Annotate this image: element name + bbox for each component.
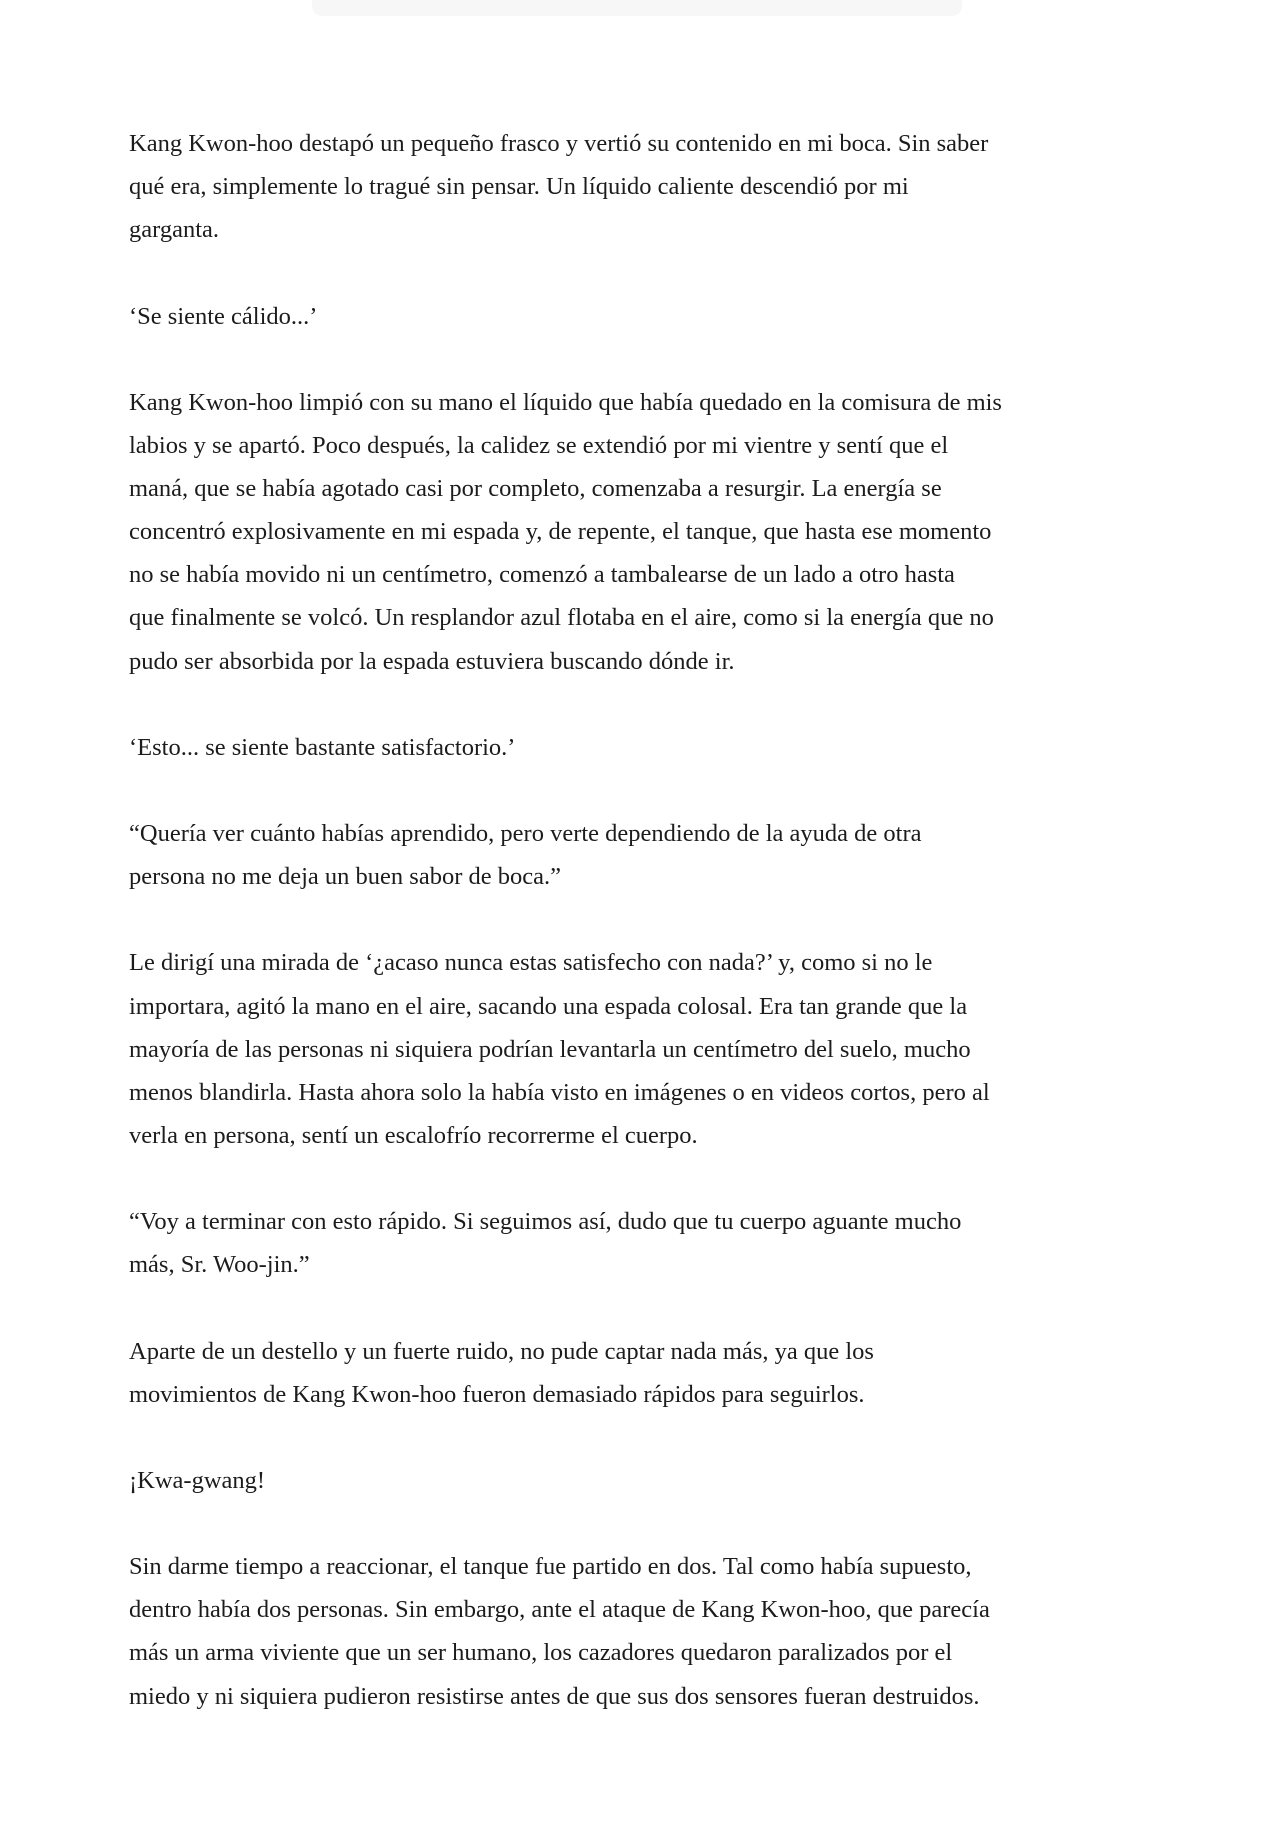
paragraph <box>129 1330 1189 1416</box>
text-line: mayoría de las personas ni siquiera podrían levantarla un centímetro del suelo, mucho <box>129 1035 971 1063</box>
text-line: que finalmente se volcó. Un resplandor azul flotaba en el aire, como si la energía que no <box>129 604 994 632</box>
paragraph-dialogue <box>129 812 1189 898</box>
text-line: Kang Kwon-hoo limpió con su mano el líquido que había quedado en la comisura de mis <box>129 388 1002 416</box>
paragraph <box>129 941 1189 1157</box>
story-text <box>129 122 1189 1718</box>
text-line: qué era, simplemente lo tragué sin pensar. Un líquido caliente descendió por mi <box>129 173 909 201</box>
text-line: garganta. <box>129 216 220 244</box>
text-line: movimientos de Kang Kwon-hoo fueron demasiado rápidos para seguirlos. <box>129 1380 865 1408</box>
text-line: dentro había dos personas. Sin embargo, ante el ataque de Kang Kwon-hoo, que parecía <box>129 1596 990 1624</box>
text-line: Kang Kwon-hoo destapó un pequeño frasco y vertió su contenido en mi boca. Sin saber <box>129 130 989 157</box>
text-line: no se había movido ni un centímetro, comenzó a tambalearse de un lado a otro hasta <box>129 561 955 589</box>
text-line: menos blandirla. Hasta ahora solo la había visto en imágenes o en videos cortos, pero al <box>129 1078 990 1106</box>
text-line: ‘Esto... se siente bastante satisfactorio.’ <box>129 733 516 761</box>
text-line: maná, que se había agotado casi por completo, comenzaba a resurgir. La energía se <box>129 475 942 502</box>
paragraph-thought <box>129 726 1189 769</box>
text-line: “Quería ver cuánto habías aprendido, pero verte dependiendo de la ayuda de otra <box>129 820 922 847</box>
text-line: más un arma viviente que un ser humano, los cazadores quedaron paralizados por el <box>129 1639 953 1667</box>
text-line: verla en persona, sentí un escalofrío recorrerme el cuerpo. <box>129 1121 698 1149</box>
paragraph <box>129 122 1189 251</box>
text-line: más, Sr. Woo-jin.” <box>129 1251 310 1279</box>
paragraph <box>129 381 1189 683</box>
text-line: pudo ser absorbida por la espada estuviera buscando dónde ir. <box>129 647 735 675</box>
paragraph-thought <box>129 295 1189 338</box>
text-line: persona no me deja un buen sabor de boca.” <box>129 863 561 891</box>
text-line: Sin darme tiempo a reaccionar, el tanque fue partido en dos. Tal como había supuesto, <box>129 1553 972 1581</box>
paragraph-dialogue <box>129 1200 1189 1286</box>
paragraph-sound-effect <box>129 1459 1189 1502</box>
text-line: concentró explosivamente en mi espada y, de repente, el tanque, que hasta ese momento <box>129 518 992 546</box>
text-line: “Voy a terminar con esto rápido. Si seguimos así, dudo que tu cuerpo aguante mucho <box>129 1208 962 1236</box>
paragraph <box>129 1545 1189 1718</box>
top-overlay-bar <box>312 0 962 16</box>
text-line: Le dirigí una mirada de ‘¿acaso nunca estas satisfecho con nada?’ y, como si no le <box>129 949 933 977</box>
text-line: ‘Se siente cálido...’ <box>129 302 318 330</box>
text-line: Aparte de un destello y un fuerte ruido, no pude captar nada más, ya que los <box>129 1337 874 1365</box>
text-line: importara, agitó la mano en el aire, sacando una espada colosal. Era tan grande que la <box>129 992 968 1020</box>
text-line: labios y se apartó. Poco después, la calidez se extendió por mi vientre y sentí que el <box>129 431 949 459</box>
text-line: ¡Kwa-gwang! <box>129 1466 266 1494</box>
text-line: miedo y ni siquiera pudieron resistirse antes de que sus dos sensores fueran destruidos. <box>129 1682 980 1710</box>
